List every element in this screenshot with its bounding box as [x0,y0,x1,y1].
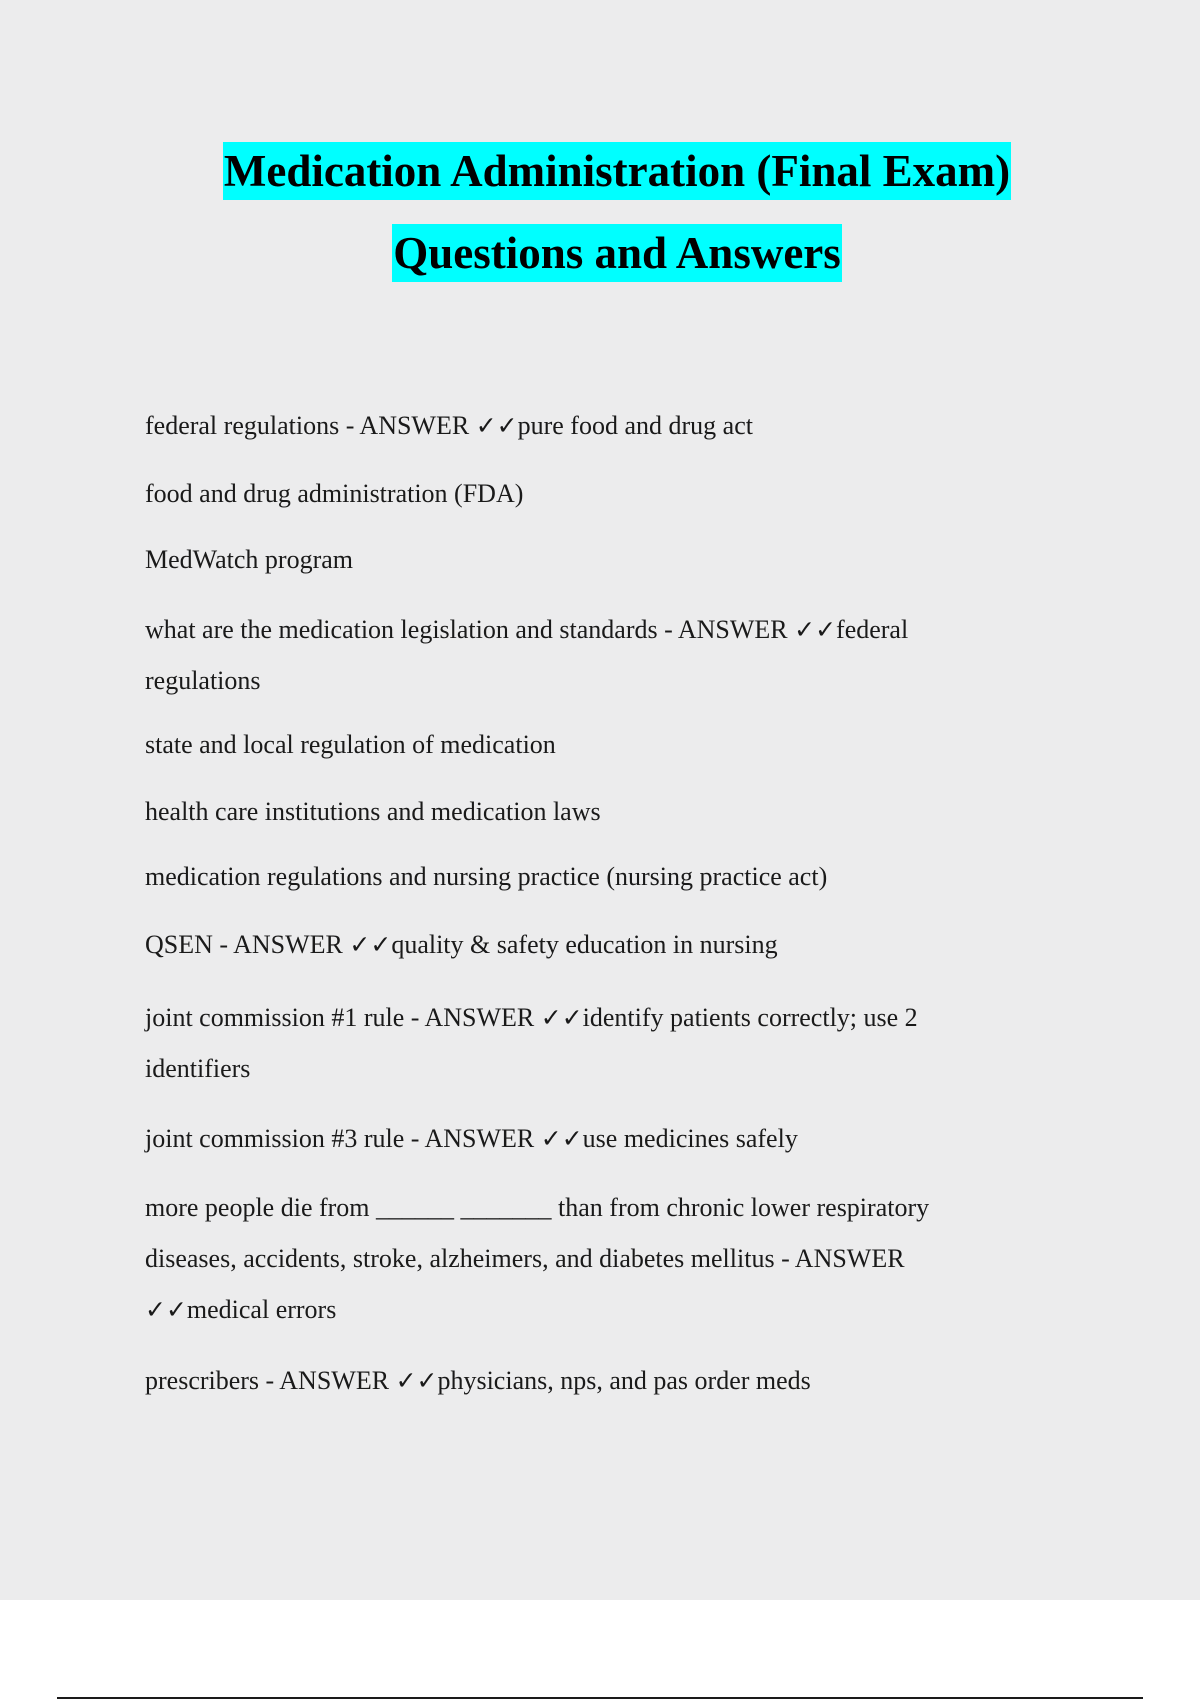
answer-text: physicians, nps, and pas order meds [437,1366,811,1395]
answer-text: identify patients correctly; use 2 identifiers [145,1003,918,1083]
document-title [0,142,1200,282]
check-icon: ✓✓ [349,930,392,959]
question-text: federal regulations - ANSWER [145,411,476,440]
question-text: what are the medication legislation and standards - ANSWER [145,615,795,644]
check-icon: ✓✓ [145,1295,187,1324]
qa-entry [145,851,1005,902]
answer-text: pure food and drug act [517,411,753,440]
qa-entry [145,1182,1005,1335]
check-icon: ✓✓ [540,1003,583,1032]
qa-entry [145,1355,1005,1406]
answer-text: federal regulations [145,615,909,695]
question-text: QSEN - ANSWER [145,930,350,959]
qa-entry [145,786,1005,837]
question-text: more people die from ______ _______ than from chronic lower respiratory diseases, accidents, stroke, alzheimers, and diabetes mellitus - ANSWER [145,1193,930,1273]
answer-text: use medicines safely [582,1124,798,1153]
question-text: MedWatch program [145,545,353,574]
qa-entry [145,468,1005,519]
qa-entry [145,719,1005,770]
check-icon: ✓✓ [540,1124,583,1153]
footer-divider [57,1697,1143,1699]
answer-text: medical errors [186,1295,337,1324]
qa-entry [145,919,1005,970]
answer-text: quality & safety education in nursing [391,930,778,959]
qa-entry [145,604,1005,706]
question-text: state and local regulation of medication [145,730,556,759]
check-icon: ✓✓ [395,1366,438,1395]
qa-entry [145,534,1005,585]
qa-entry [145,1113,1005,1164]
check-icon: ✓✓ [475,411,518,440]
check-icon: ✓✓ [794,615,837,644]
question-text: food and drug administration (FDA) [145,479,524,508]
title-line-1: Medication Administration (Final Exam) [223,142,1011,200]
question-text: health care institutions and medication laws [145,797,601,826]
title-line-2: Questions and Answers [392,224,842,282]
qa-entry [145,992,1005,1094]
question-text: joint commission #3 rule - ANSWER [145,1124,541,1153]
question-text: prescribers - ANSWER [145,1366,396,1395]
question-text: medication regulations and nursing practice (nursing practice act) [145,862,828,891]
question-text: joint commission #1 rule - ANSWER [145,1003,541,1032]
qa-entry [145,400,1005,451]
